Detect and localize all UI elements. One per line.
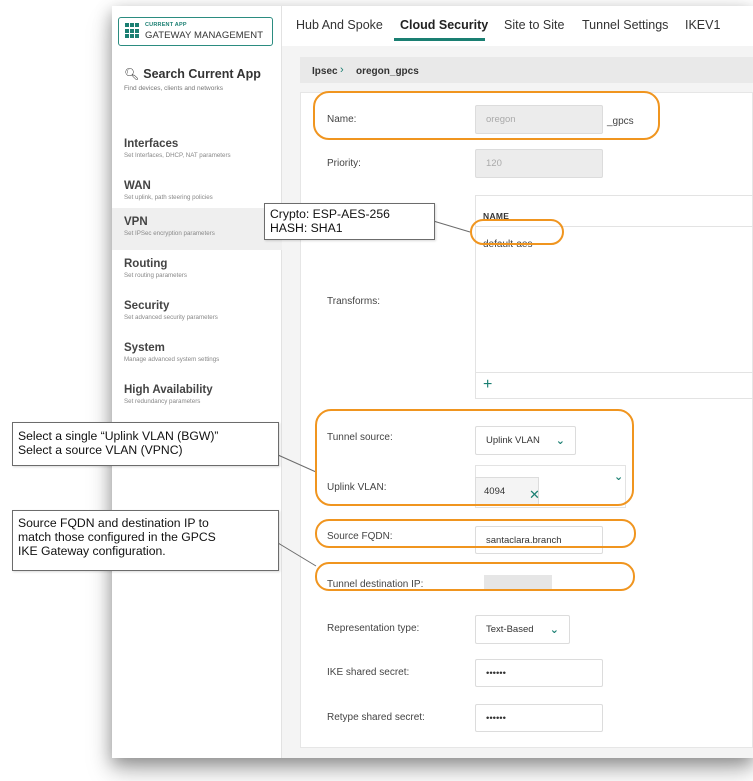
- callout-crypto-line2: HASH: SHA1: [270, 221, 343, 235]
- search-icon: 🔍︎: [124, 67, 140, 81]
- add-transform-icon[interactable]: +: [483, 376, 493, 393]
- sidebar-item-desc: Manage advanced system settings: [124, 356, 220, 363]
- sidebar-item-desc: Set advanced security parameters: [124, 314, 218, 321]
- chevron-down-icon[interactable]: ⌄: [614, 471, 624, 483]
- logo-small-text: CURRENT APP: [145, 22, 187, 28]
- remove-chip-icon[interactable]: ✕: [529, 487, 540, 502]
- callout-fqdn-line2: match those configured in the GPCS: [18, 530, 216, 544]
- search-title-label: Search Current App: [143, 67, 261, 81]
- tab-hub-and-spoke[interactable]: Hub And Spoke: [296, 18, 383, 32]
- logo-title: GATEWAY MANAGEMENT: [145, 30, 264, 41]
- callout-vlan-line1: Select a single “Uplink VLAN (BGW)”: [18, 429, 219, 443]
- sidebar-item-label: System: [124, 342, 165, 354]
- table-divider: [476, 372, 753, 373]
- representation-type-label: Representation type:: [327, 623, 420, 634]
- callout-crypto-line1: Crypto: ESP-AES-256: [270, 207, 390, 221]
- representation-type-select[interactable]: [475, 615, 570, 644]
- tunnel-destination-label: Tunnel destination IP:: [327, 579, 424, 590]
- callout-fqdn: [12, 510, 279, 571]
- name-suffix: _gpcs: [607, 116, 634, 127]
- callout-crypto: [264, 203, 435, 240]
- breadcrumb-current: oregon_gpcs: [356, 66, 419, 77]
- search-subtitle: Find devices, clients and networks: [124, 85, 223, 92]
- breadcrumb: [300, 57, 753, 83]
- uplink-vlan-label: Uplink VLAN:: [327, 482, 387, 493]
- retype-secret-field[interactable]: ••••••: [475, 704, 603, 732]
- tunnel-source-value: Uplink VLAN: [486, 435, 540, 446]
- priority-field[interactable]: 120: [475, 149, 603, 178]
- name-field[interactable]: oregon: [475, 105, 603, 134]
- sidebar-item-label: VPN: [124, 216, 148, 228]
- tab-site-to-site[interactable]: Site to Site: [504, 18, 565, 32]
- representation-type-value: Text-Based: [486, 624, 534, 635]
- sidebar-item-label: Interfaces: [124, 138, 179, 150]
- sidebar-item-label: Security: [124, 300, 170, 312]
- chevron-down-icon: ⌄: [555, 435, 565, 447]
- highlight-source-fqdn: [315, 519, 636, 548]
- highlight-tunnel-source: [315, 409, 634, 506]
- search-current-app[interactable]: [124, 67, 261, 81]
- sidebar-item-security[interactable]: [112, 292, 282, 334]
- sidebar-item-label: High Availability: [124, 384, 213, 396]
- sidebar-item-label: Routing: [124, 258, 168, 270]
- app-grid-icon: [125, 23, 141, 39]
- chevron-down-icon: ⌄: [549, 624, 559, 636]
- active-tab-indicator: [394, 38, 485, 41]
- callout-fqdn-line1: Source FQDN and destination IP to: [18, 516, 209, 530]
- sidebar-item-desc: Set uplink, path steering policies: [124, 194, 213, 201]
- transforms-column-header: NAME: [483, 211, 510, 221]
- sidebar-item-system[interactable]: [112, 334, 282, 376]
- highlight-transforms: [470, 219, 564, 245]
- ike-secret-field[interactable]: ••••••: [475, 659, 603, 687]
- transforms-label: Transforms:: [327, 296, 380, 307]
- highlight-tunnel-destination: [315, 562, 635, 591]
- sidebar-item-label: WAN: [124, 180, 151, 192]
- sidebar-item-desc: Set routing parameters: [124, 272, 187, 279]
- source-fqdn-label: Source FQDN:: [327, 531, 393, 542]
- sidebar-item-interfaces[interactable]: [112, 130, 282, 172]
- transforms-row[interactable]: default-aes: [483, 239, 533, 250]
- sidebar-item-vpn[interactable]: [112, 208, 282, 250]
- sidebar-item-high-availability[interactable]: [112, 376, 282, 418]
- sidebar-item-desc: Set IPSec encryption parameters: [124, 230, 215, 237]
- callout-vlan: [12, 422, 279, 466]
- name-label: Name:: [327, 114, 357, 125]
- app-logo[interactable]: [118, 17, 273, 46]
- vlan-chip-label: 4094: [484, 485, 506, 497]
- callout-vlan-line2: Select a source VLAN (VPNC): [18, 443, 183, 457]
- source-fqdn-field[interactable]: santaclara.branch: [475, 526, 603, 554]
- ike-secret-label: IKE shared secret:: [327, 667, 410, 678]
- tab-tunnel-settings[interactable]: Tunnel Settings: [582, 18, 669, 32]
- main-content: [282, 46, 753, 758]
- callout-fqdn-line3: IKE Gateway configuration.: [18, 544, 166, 558]
- tab-bar: [282, 6, 753, 46]
- tunnel-source-label: Tunnel source:: [327, 432, 393, 443]
- chevron-right-icon: ›: [340, 64, 344, 76]
- sidebar: [112, 6, 282, 758]
- sidebar-item-desc: Set redundancy parameters: [124, 398, 201, 405]
- priority-label: Priority:: [327, 158, 361, 169]
- sidebar-item-routing[interactable]: [112, 250, 282, 292]
- tab-cloud-security[interactable]: Cloud Security: [400, 18, 489, 32]
- breadcrumb-parent[interactable]: Ipsec: [312, 66, 338, 77]
- sidebar-item-desc: Set Interfaces, DHCP, NAT parameters: [124, 152, 231, 159]
- tab-ikev1[interactable]: IKEV1: [685, 18, 721, 32]
- retype-secret-label: Retype shared secret:: [327, 712, 425, 723]
- highlight-name: [313, 91, 660, 140]
